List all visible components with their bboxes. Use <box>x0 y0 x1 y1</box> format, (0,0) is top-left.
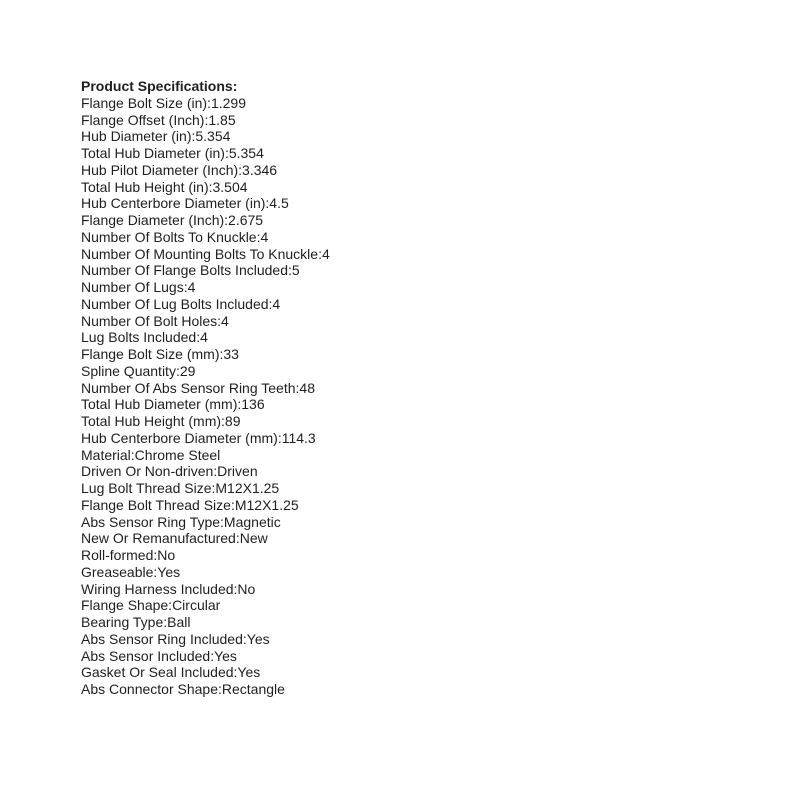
spec-line: Material:Chrome Steel <box>81 446 221 463</box>
spec-line: Number Of Bolts To Knuckle:4 <box>81 228 269 245</box>
spec-line: Total Hub Diameter (in):5.354 <box>81 145 264 161</box>
spec-line: Number Of Abs Sensor Ring Teeth:48 <box>81 379 315 396</box>
spec-line: Roll-formed:No <box>81 547 176 563</box>
spec-line: Number Of Bolt Holes:4 <box>81 312 229 329</box>
spec-line: Flange Offset (Inch):1.85 <box>81 111 236 128</box>
spec-line: Flange Bolt Size (mm):33 <box>81 346 239 362</box>
spec-title: Product Specifications: <box>81 78 238 94</box>
spec-line: Hub Diameter (in):5.354 <box>81 128 231 145</box>
spec-line: Total Hub Height (mm):89 <box>81 413 241 429</box>
spec-list <box>81 95 330 698</box>
spec-line: Flange Bolt Size (in):1.299 <box>81 94 246 111</box>
spec-line: Number Of Lug Bolts Included:4 <box>81 295 281 312</box>
spec-line: Bearing Type:Ball <box>81 614 191 630</box>
spec-line: Total Hub Diameter (mm):136 <box>81 396 265 413</box>
spec-line: Gasket Or Seal Included:Yes <box>81 664 261 681</box>
spec-line: Wiring Harness Included:No <box>81 580 256 597</box>
spec-line: Flange Shape:Circular <box>81 597 221 614</box>
spec-line: Number Of Flange Bolts Included:5 <box>81 262 300 279</box>
spec-line: Greaseable:Yes <box>81 563 181 580</box>
spec-line: Total Hub Height (in):3.504 <box>81 178 248 195</box>
spec-line: New Or Remanufactured:New <box>81 530 268 547</box>
spec-line: Hub Centerbore Diameter (mm):114.3 <box>81 429 316 446</box>
spec-line: Abs Sensor Included:Yes <box>81 647 237 664</box>
spec-line: Lug Bolts Included:4 <box>81 329 208 346</box>
spec-line: Hub Centerbore Diameter (in):4.5 <box>81 195 289 212</box>
spec-line: Spline Quantity:29 <box>81 362 196 379</box>
spec-line: Number Of Mounting Bolts To Knuckle:4 <box>81 245 330 262</box>
spec-line: Abs Sensor Ring Included:Yes <box>81 630 270 647</box>
spec-line: Hub Pilot Diameter (Inch):3.346 <box>81 161 278 178</box>
spec-sheet <box>81 78 330 698</box>
spec-line: Abs Connector Shape:Rectangle <box>81 681 285 697</box>
spec-line: Lug Bolt Thread Size:M12X1.25 <box>81 480 280 496</box>
spec-line: Flange Bolt Thread Size:M12X1.25 <box>81 496 299 513</box>
spec-line: Driven Or Non-driven:Driven <box>81 463 258 480</box>
spec-line: Flange Diameter (Inch):2.675 <box>81 212 264 228</box>
spec-line: Abs Sensor Ring Type:Magnetic <box>81 513 281 530</box>
spec-line: Number Of Lugs:4 <box>81 279 196 295</box>
